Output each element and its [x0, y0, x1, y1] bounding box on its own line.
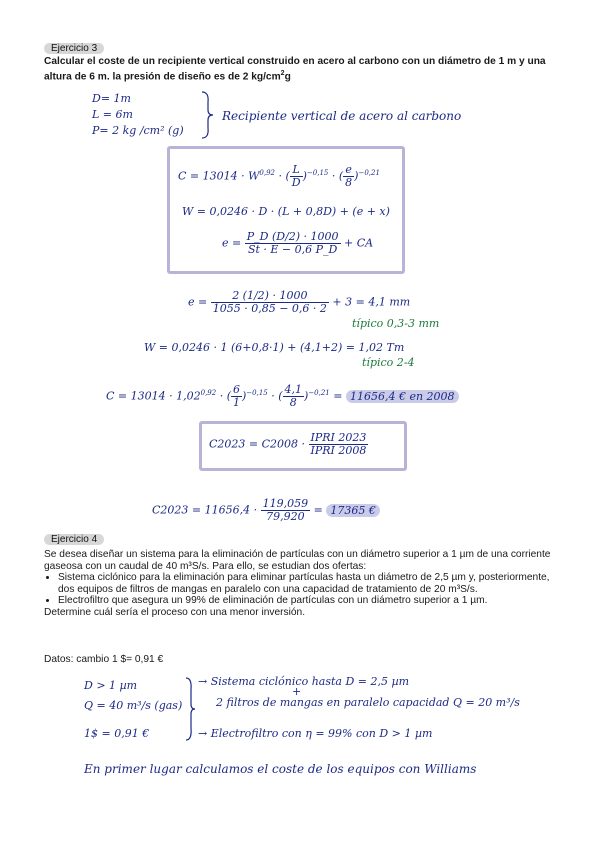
formula-cost: C = 13014 · W$^{0,92}$ · ( $\frac{L}{D}$ )$^{-0,15}$ · ( $\frac{e}{8}$ )$^{-0,21}$ [178, 163, 380, 189]
option-cyclone: → Sistema ciclónico hasta D = 2,5 µm [198, 675, 410, 688]
calc-thickness-frac: $\frac{2 (1/2) \cdot 1000}{1055 \cdot 0,85 - 0,6 \cdot 2}$ [212, 289, 327, 315]
calc-cost: $C = 13014 \cdot 1,02^{0,92}$ · ( $\frac{6}{1}$ )$^{-0,15}$ · ( $\frac{4,1}{8}$ )$^{-0,21}$ = 11656,4 € en 2008 [106, 384, 459, 409]
calc-weight-note: típico 2-4 [362, 356, 415, 369]
calc-thickness-note: típico 0,3-3 mm [352, 317, 440, 330]
option-bag-filters: 2 filtros de mangas en paralelo capacidad Q = 20 m³/s [216, 696, 520, 709]
offer-electrofilter: • Electrofiltro que asegura un 99% de eliminación de partículas con un diámetro superior a 1 µm. [58, 595, 554, 607]
formula-cost-exp2: −0,15 [306, 168, 329, 177]
given-note: Recipiente vertical de acero al carbono [222, 109, 462, 123]
formula-cost-exp3: −0,21 [358, 168, 380, 177]
formula-cost-lhs: C = 13014 · W [178, 169, 260, 183]
exercise-4-text [44, 549, 554, 619]
update-formula-frac: $\frac{\text{IPRI 2023}}{\text{IPRI 2008}}$ [310, 431, 367, 457]
ex4-given-flow: Q = 40 m³/s (gas) [84, 699, 183, 712]
formula-thickness: e = $\frac{P\_D (D/2) \cdot 1000}{St \cdot E - 0,6 P\_D}$ + CA [222, 230, 374, 256]
calc-weight: W = 0,0246 · 1 (6+0,8·1) + (4,1+2) = 1,02 Tm [144, 341, 405, 354]
calc-cost-frac1: $\frac{6}{1}$ [232, 383, 240, 409]
formula-cost-frac1: $\frac{L}{D}$ [291, 163, 301, 189]
exercise-4-question: Determine cuál sería el proceso con una menor inversión. [44, 606, 306, 618]
calc-thickness: e = $\frac{2 (1/2) \cdot 1000}{1055 \cdot 0,85 - 0,6 \cdot 2}$ + 3 = 4,1 mm [188, 289, 411, 315]
calc-cost-frac2: $\frac{4,1}{8}$ [284, 383, 303, 409]
formula-cost-exp1: 0,92 [259, 168, 276, 177]
given-length: L = 6m [92, 108, 133, 121]
closing-note: En primer lugar calculamos el coste de los equipos con Williams [84, 762, 477, 776]
ex4-brace-icon [184, 676, 196, 742]
statement-end: g [284, 70, 291, 82]
exercise-4-tag: Ejercicio 4 [44, 534, 104, 545]
given-pressure: P= 2 kg /cm² (g) [92, 124, 184, 137]
offer-cyclone: • Sistema ciclónico para la eliminación para eliminar partículas hasta un diámetro de 2,5 µm y, posteriormente, dos equipos de filtros de mangas en paralelo con una capacidad de tratamiento de 20 m³S/s. [58, 572, 554, 595]
option-plus: + [292, 685, 302, 698]
formula-thickness-frac: $\frac{P\_D (D/2) \cdot 1000}{St \cdot E - 0,6 P\_D}$ [246, 230, 339, 256]
ex4-given-diameter: D > 1 µm [84, 679, 138, 692]
formula-weight: W = 0,0246 · D · (L + 0,8D) + (e + x) [182, 205, 390, 218]
given-diameter: D= 1m [92, 92, 131, 105]
statement-sup: 2 [280, 69, 285, 77]
exercise-3-tag: Ejercicio 3 [44, 43, 104, 54]
given-brace-icon [200, 90, 214, 140]
formula-cost-frac2: $\frac{e}{8}$ [345, 163, 353, 189]
exchange-rate-data: Datos: cambio 1 $= 0,91 € [44, 654, 164, 665]
offers-list [44, 572, 554, 607]
update-formula: C2023 = C2008 · $\frac{\text{IPRI 2023}}{\text{IPRI 2008}}$ [209, 431, 367, 457]
exercise-4-intro: Se desea diseñar un sistema para la eliminación de partículas con un diámetro superior a 1 µm de una corriente gaseosa con un caudal de 40 m³S/s. Para ello, se estudian dos ofertas: [44, 549, 551, 572]
final-cost-calc: C2023 = 11656,4 · $\frac{119,059}{79,920}$ = 17365 € [152, 498, 380, 523]
final-cost-result: 17365 € [326, 504, 380, 517]
option-electrofilter: → Electrofiltro con η = 99% con D > 1 µm [198, 727, 433, 740]
calc-cost-result: 11656,4 € en 2008 [346, 390, 459, 403]
final-cost-frac: $\frac{119,059}{79,920}$ [262, 497, 309, 523]
statement-text: Calcular el coste de un recipiente vertical construido en acero al carbono con un diámetro de 1 m y una altura de 6 m. la presión de diseño es de 2 kg/cm [44, 56, 546, 82]
exercise-3-statement [44, 56, 554, 83]
ex4-given-exchange: 1$ = 0,91 € [84, 727, 150, 740]
